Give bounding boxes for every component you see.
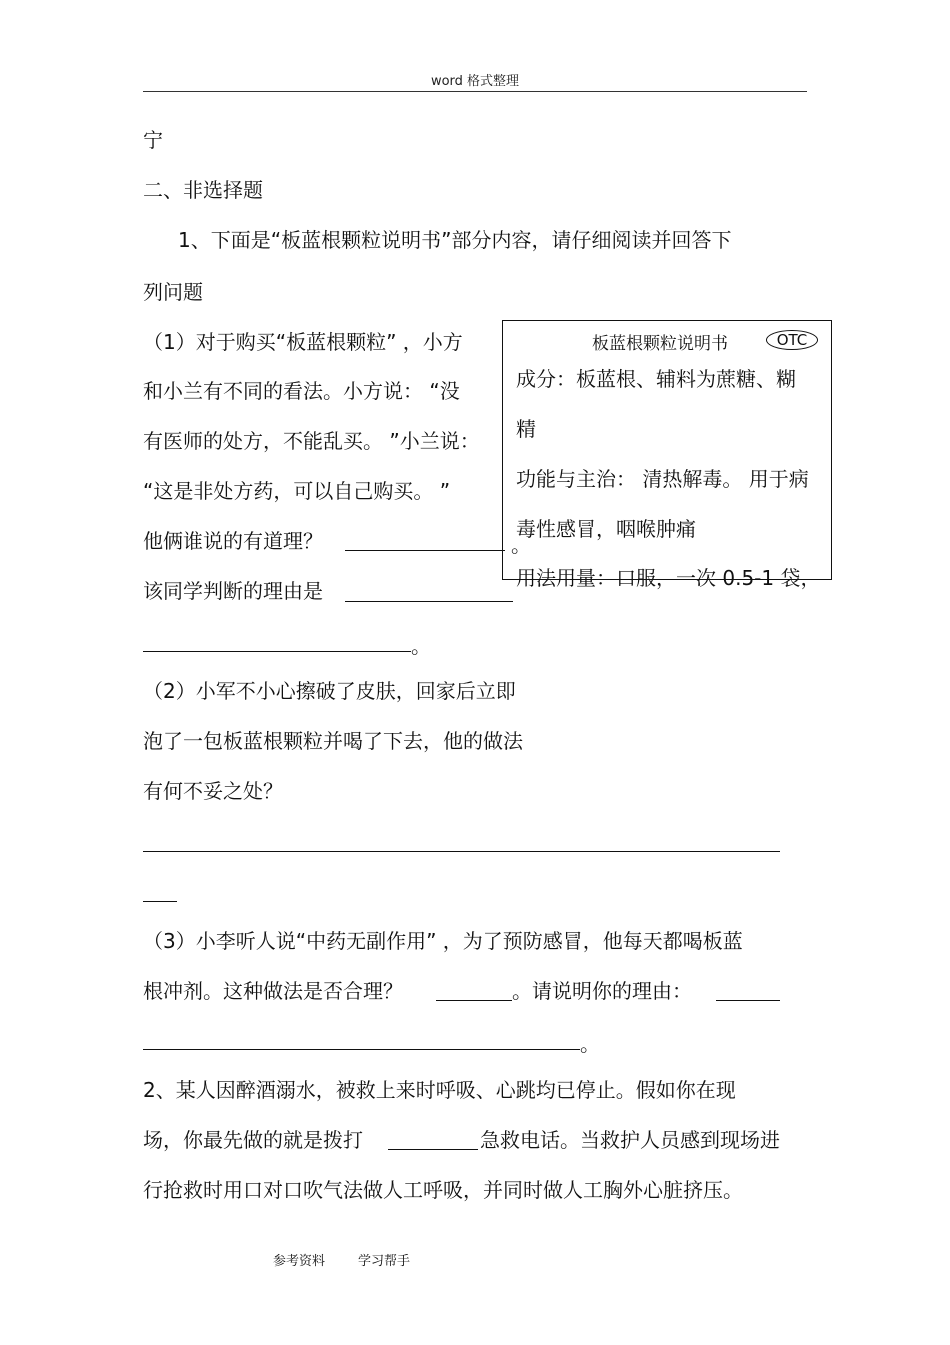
answer-blank-who[interactable]: [345, 550, 505, 551]
q2-line3: 行抢救时用口对口吹气法做人工呼吸，并同时做人工胸外心脏挤压。: [143, 1178, 743, 1202]
answer-blank-reason-cont[interactable]: [143, 651, 411, 652]
q1-p2-line3: 有何不妥之处？: [143, 779, 283, 803]
q1-intro-line2: 列问题: [143, 280, 203, 304]
previous-text-fragment: 宁: [143, 128, 163, 152]
leaflet-function: 功能与主治： 清热解毒。 用于病: [516, 467, 809, 491]
answer-blank-phone[interactable]: [388, 1149, 478, 1150]
q1-p1-line3: 有医师的处方，不能乱买。 ”小兰说：: [143, 429, 480, 453]
q1-p1-line5: 他俩谁说的有道理？: [143, 529, 323, 553]
q2-line2a: 场，你最先做的就是拨打: [143, 1128, 363, 1152]
leaflet-function-cont: 毒性感冒，咽喉肿痛: [516, 517, 696, 541]
q1-p2-line2: 泡了一包板蓝根颗粒并喝了下去，他的做法: [143, 729, 523, 753]
q1-p1-line4: “这是非处方药，可以自己购买。 ”: [143, 479, 451, 503]
page-header: word 格式整理: [430, 74, 520, 89]
q1-p1-line1: （1）对于购买“板蓝根颗粒” ，小方: [143, 330, 463, 354]
footer-left: 参考资料: [273, 1254, 326, 1269]
q1-p3-line2b: 。请说明你的理由：: [512, 979, 692, 1003]
period-mark: 。: [511, 533, 531, 557]
q1-p2-line1: （2）小军不小心擦破了皮肤，回家后立即: [143, 679, 516, 703]
period-mark: 。: [580, 1032, 600, 1056]
q1-p3-line1: （3）小李听人说“中药无副作用” ，为了预防感冒，他每天都喝板蓝: [143, 929, 743, 953]
period-mark: 。: [411, 634, 431, 658]
header-divider: [143, 91, 807, 92]
answer-blank-reason[interactable]: [345, 601, 513, 602]
answer-blank-p3-reason-cont[interactable]: [143, 1049, 580, 1050]
q1-p3-line2a: 根冲剂。这种做法是否合理？: [143, 979, 403, 1003]
leaflet-box: [502, 320, 832, 580]
answer-blank-reasonable[interactable]: [436, 1000, 512, 1001]
q1-p1-line2: 和小兰有不同的看法。小方说： “没: [143, 379, 460, 403]
section-title: 二、非选择题: [143, 178, 263, 202]
leaflet-title: 板蓝根颗粒说明书: [592, 334, 728, 354]
answer-blank-p2-cont[interactable]: [143, 901, 177, 902]
otc-badge: OTC: [766, 330, 818, 350]
leaflet-ingredients-cont: 精: [516, 417, 536, 441]
q1-p1-line6: 该同学判断的理由是: [143, 579, 323, 603]
q1-intro-line1: 1、下面是“板蓝根颗粒说明书”部分内容，请仔细阅读并回答下: [178, 228, 732, 252]
answer-blank-p3-reason[interactable]: [716, 1000, 780, 1001]
q2-line1: 2、某人因醉酒溺水，被救上来时呼吸、心跳均已停止。假如你在现: [143, 1078, 736, 1102]
leaflet-dosage: 用法用量：口服，一次 0.5-1 袋，: [516, 566, 821, 590]
footer-right: 学习帮手: [358, 1254, 411, 1269]
q2-line2b: 急救电话。当救护人员感到现场进: [480, 1128, 780, 1152]
leaflet-ingredients: 成分：板蓝根、辅料为蔗糖、糊: [516, 367, 796, 391]
answer-blank-p2[interactable]: [143, 851, 780, 852]
